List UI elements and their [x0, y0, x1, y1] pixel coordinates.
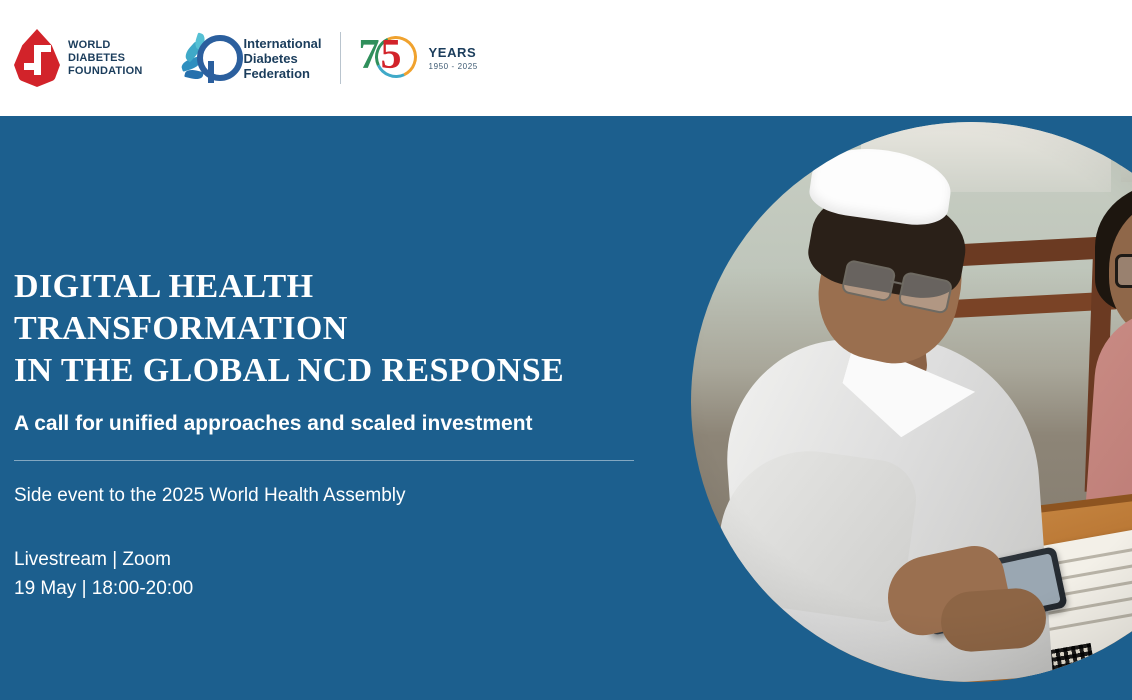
wdf-logo-line2: DIABETES [68, 51, 126, 64]
headline-line-1: DIGITAL HEALTH TRANSFORMATION [14, 268, 348, 347]
idf-logo-line1: International [243, 35, 322, 51]
wdf-logo-line3: FOUNDATION [68, 64, 143, 77]
idf-logo-text [244, 36, 322, 81]
banner-text-block [14, 266, 654, 603]
anniversary-years-label: YEARS [428, 45, 477, 60]
idf-logo-line2: Diabetes [243, 50, 298, 66]
event-photo [691, 122, 1132, 682]
event-context: Side event to the 2025 World Health Assembly [14, 485, 406, 506]
idf-flower-icon [179, 29, 237, 87]
world-diabetes-foundation-logo [14, 29, 143, 87]
anniversary-digit-five: 5 [380, 32, 402, 78]
logo-divider [340, 32, 341, 84]
anniversary-year-range: 1950 - 2025 [428, 62, 478, 71]
divider [14, 460, 634, 461]
page-title [14, 266, 654, 392]
event-datetime: 19 May | 18:00-20:00 [14, 578, 194, 599]
subtitle: A call for unified approaches and scaled investment [14, 412, 533, 435]
wdf-logo-text [68, 39, 143, 78]
wdf-logo-line1: WORLD [68, 38, 111, 51]
anniversary-badge [359, 32, 478, 84]
international-diabetes-federation-logo [179, 29, 322, 87]
headline-line-2: IN THE GLOBAL NCD RESPONSE [14, 352, 565, 389]
blood-drop-icon [14, 29, 60, 87]
anniversary-number [359, 32, 421, 84]
nurse-using-smartphone-photo [691, 122, 1132, 682]
logo-bar [0, 0, 1132, 116]
event-platform: Livestream | Zoom [14, 549, 171, 570]
event-details [14, 545, 654, 603]
idf-logo-line3: Federation [243, 65, 310, 81]
event-banner [0, 116, 1132, 700]
anniversary-text [429, 45, 478, 71]
anniversary-digit-seven: 7 [358, 32, 380, 78]
